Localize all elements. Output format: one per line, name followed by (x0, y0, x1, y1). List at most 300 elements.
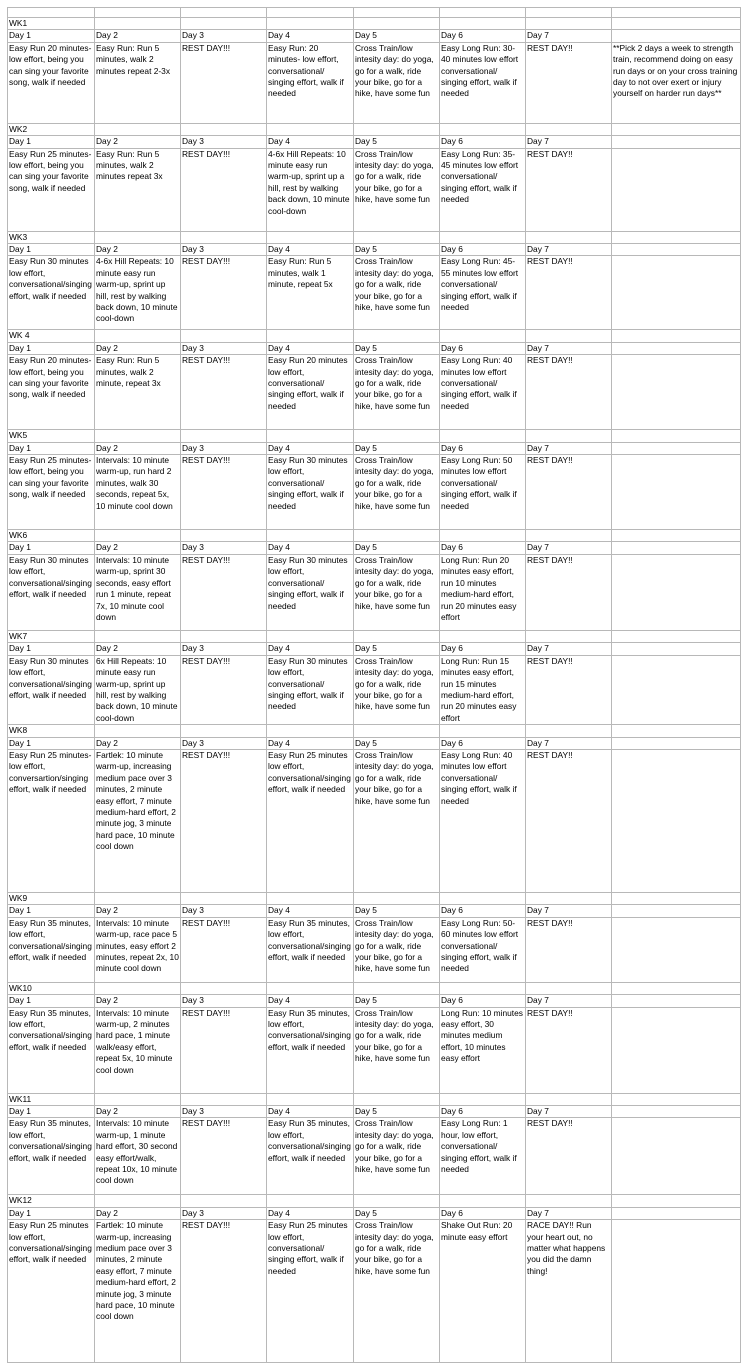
empty-cell[interactable] (526, 18, 612, 30)
empty-cell[interactable] (95, 630, 181, 642)
workout-cell[interactable]: Easy Run 25 minutes- low effort, conversartion/singing effort, walk if needed (8, 749, 95, 892)
empty-cell[interactable] (354, 231, 440, 243)
day-label[interactable]: Day 2 (95, 442, 181, 454)
workout-cell[interactable]: Cross Train/low intesity day: do yoga, go for a walk, ride your bike, go for a hike, have some fun (354, 355, 440, 430)
workout-cell[interactable]: REST DAY!! (526, 355, 612, 430)
empty-cell[interactable] (181, 330, 267, 342)
empty-cell[interactable] (95, 1093, 181, 1105)
workout-cell[interactable]: Intervals: 10 minute warm-up, 2 minutes hard pace, 1 minute walk/easy effort, repeat 5x, 10 minute cool down (95, 1007, 181, 1093)
empty-cell[interactable] (267, 430, 354, 442)
empty-cell[interactable] (181, 8, 267, 18)
empty-cell[interactable] (181, 892, 267, 904)
week-label[interactable]: WK5 (8, 430, 95, 442)
empty-cell[interactable] (440, 530, 526, 542)
week-label[interactable]: WK2 (8, 123, 95, 135)
empty-cell[interactable] (440, 1093, 526, 1105)
empty-cell[interactable] (181, 530, 267, 542)
day-label[interactable]: Day 5 (354, 737, 440, 749)
workout-cell[interactable]: REST DAY!!! (181, 655, 267, 724)
workout-cell[interactable]: Easy Run 35 minutes, low effort, conversational/singing effort, walk if needed (8, 1118, 95, 1195)
day-label[interactable]: Day 1 (8, 995, 95, 1007)
week-header-row (8, 123, 741, 135)
day-label[interactable]: Day 6 (440, 1105, 526, 1117)
week-label[interactable]: WK9 (8, 892, 95, 904)
day-label[interactable]: Day 5 (354, 1207, 440, 1219)
empty-cell[interactable] (612, 256, 741, 330)
day-label[interactable]: Day 3 (181, 442, 267, 454)
day-label[interactable]: Day 5 (354, 995, 440, 1007)
empty-cell[interactable] (95, 1195, 181, 1207)
workout-cell[interactable]: Long Run: Run 20 minutes easy effort, run 10 minutes medium-hard effort, run 20 minutes easy effort (440, 554, 526, 630)
empty-cell[interactable] (181, 1195, 267, 1207)
workout-cell[interactable]: Cross Train/low intesity day: do yoga, go for a walk, ride your bike, go for a hike, have some fun (354, 655, 440, 724)
workout-cell[interactable]: Cross Train/low intesity day: do yoga, go for a walk, ride your bike, go for a hike, have some fun (354, 554, 440, 630)
empty-cell[interactable] (612, 1007, 741, 1093)
workout-cell[interactable]: Cross Train/low intesity day: do yoga, go for a walk, ride your bike, go for a hike, have some fun (354, 1220, 440, 1363)
empty-cell[interactable] (267, 123, 354, 135)
empty-cell[interactable] (612, 643, 741, 655)
workout-cell[interactable]: REST DAY!!! (181, 455, 267, 530)
empty-cell[interactable] (612, 330, 741, 342)
workout-cell[interactable]: Shake Out Run: 20 minute easy effort (440, 1220, 526, 1363)
workout-cell[interactable]: REST DAY!!! (181, 355, 267, 430)
day-label[interactable]: Day 4 (267, 905, 354, 917)
workout-cell[interactable]: REST DAY!!! (181, 1007, 267, 1093)
empty-cell[interactable] (612, 244, 741, 256)
empty-cell[interactable] (612, 148, 741, 231)
week-label[interactable]: WK1 (8, 18, 95, 30)
workout-cell[interactable]: Easy Run 20 minutes low effort, conversational/ singing effort, walk if needed (267, 355, 354, 430)
empty-cell[interactable] (95, 982, 181, 994)
day-label[interactable]: Day 3 (181, 643, 267, 655)
day-label[interactable]: Day 5 (354, 136, 440, 148)
empty-cell[interactable] (526, 8, 612, 18)
empty-cell[interactable] (95, 892, 181, 904)
day-label[interactable]: Day 6 (440, 643, 526, 655)
workout-cell[interactable]: Easy Run 30 minutes low effort, conversational/ singing effort, walk if needed (267, 655, 354, 724)
workout-cell[interactable]: REST DAY!!! (181, 42, 267, 123)
day-label[interactable]: Day 6 (440, 542, 526, 554)
workout-cell[interactable]: Easy Long Run: 45-55 minutes low effort conversational/ singing effort, walk if needed (440, 256, 526, 330)
day-label[interactable]: Day 3 (181, 737, 267, 749)
workout-cell[interactable]: Cross Train/low intesity day: do yoga, go for a walk, ride your bike, go for a hike, have some fun (354, 1118, 440, 1195)
day-label[interactable]: Day 2 (95, 905, 181, 917)
workout-cell[interactable]: Easy Run 25 minutes low effort, conversational/singing effort, walk if needed (267, 749, 354, 892)
empty-cell[interactable] (612, 982, 741, 994)
day-label[interactable]: Day 7 (526, 136, 612, 148)
empty-cell[interactable] (181, 630, 267, 642)
empty-cell[interactable] (612, 355, 741, 430)
day-label[interactable]: Day 6 (440, 905, 526, 917)
empty-cell[interactable] (612, 1118, 741, 1195)
empty-cell[interactable] (440, 725, 526, 737)
workout-cell[interactable]: REST DAY!!! (181, 1220, 267, 1363)
empty-cell[interactable] (440, 8, 526, 18)
empty-cell[interactable] (526, 430, 612, 442)
day-label[interactable]: Day 7 (526, 542, 612, 554)
empty-cell[interactable] (95, 18, 181, 30)
day-label[interactable]: Day 7 (526, 342, 612, 354)
empty-cell[interactable] (267, 982, 354, 994)
workout-cell[interactable]: Fartlek: 10 minute warm-up, increasing medium pace over 3 minutes, 2 minute easy effort, 7 minute medium-hard effort, 2 minute jog, 3 minute hard pace, 10 minute cool down (95, 749, 181, 892)
workout-cell[interactable]: Intervals: 10 minute warm-up, run hard 2 minutes, walk 30 seconds, repeat 5x, 10 minute cool down (95, 455, 181, 530)
day-label[interactable]: Day 4 (267, 542, 354, 554)
empty-cell[interactable] (440, 18, 526, 30)
empty-cell[interactable] (612, 455, 741, 530)
workout-cell[interactable]: REST DAY!! (526, 917, 612, 982)
workout-cell[interactable]: Easy Run: Run 5 minutes, walk 2 minute, repeat 3x (95, 355, 181, 430)
day-label[interactable]: Day 2 (95, 244, 181, 256)
empty-cell[interactable] (354, 8, 440, 18)
workout-cell[interactable]: Easy Long Run: 40 minutes low effort conversational/ singing effort, walk if needed (440, 749, 526, 892)
empty-cell[interactable] (267, 330, 354, 342)
empty-cell[interactable] (612, 749, 741, 892)
empty-cell[interactable] (354, 725, 440, 737)
workout-cell[interactable]: REST DAY!!! (181, 917, 267, 982)
empty-cell[interactable] (8, 8, 95, 18)
day-label[interactable]: Day 7 (526, 244, 612, 256)
empty-cell[interactable] (612, 430, 741, 442)
day-label[interactable]: Day 7 (526, 737, 612, 749)
workout-cell[interactable]: Easy Run 35 minutes, low effort, conversational/singing effort, walk if needed (8, 917, 95, 982)
empty-cell[interactable] (440, 892, 526, 904)
day-label[interactable]: Day 4 (267, 244, 354, 256)
day-label[interactable]: Day 6 (440, 442, 526, 454)
empty-cell[interactable] (526, 123, 612, 135)
empty-cell[interactable] (612, 655, 741, 724)
day-label[interactable]: Day 7 (526, 30, 612, 42)
empty-cell[interactable] (354, 982, 440, 994)
day-label[interactable]: Day 5 (354, 244, 440, 256)
day-label[interactable]: Day 3 (181, 905, 267, 917)
day-label[interactable]: Day 6 (440, 244, 526, 256)
workout-cell[interactable]: REST DAY!!! (181, 148, 267, 231)
empty-cell[interactable] (181, 18, 267, 30)
workout-cell[interactable]: Easy Run 20 minutes- low effort, being you can sing your favorite song, walk if needed (8, 355, 95, 430)
day-label[interactable]: Day 1 (8, 442, 95, 454)
empty-cell[interactable] (440, 982, 526, 994)
empty-cell[interactable] (612, 630, 741, 642)
day-label[interactable]: Day 4 (267, 30, 354, 42)
day-label[interactable]: Day 3 (181, 1105, 267, 1117)
empty-cell[interactable] (440, 1195, 526, 1207)
empty-cell[interactable] (612, 136, 741, 148)
day-label[interactable]: Day 1 (8, 905, 95, 917)
empty-cell[interactable] (267, 18, 354, 30)
empty-cell[interactable] (354, 892, 440, 904)
workout-row (8, 148, 741, 231)
workout-cell[interactable]: Easy Run: 20 minutes- low effort, conversational/ singing effort, walk if needed (267, 42, 354, 123)
empty-cell[interactable] (612, 442, 741, 454)
workout-cell[interactable]: REST DAY!! (526, 554, 612, 630)
day-label[interactable]: Day 4 (267, 136, 354, 148)
empty-cell[interactable] (440, 330, 526, 342)
empty-cell[interactable] (181, 231, 267, 243)
empty-cell[interactable] (526, 892, 612, 904)
empty-cell[interactable] (612, 1093, 741, 1105)
workout-row (8, 455, 741, 530)
day-label[interactable]: Day 6 (440, 30, 526, 42)
workout-cell[interactable]: Cross Train/low intesity day: do yoga, go for a walk, ride your bike, go for a hike, have some fun (354, 455, 440, 530)
day-label[interactable]: Day 2 (95, 1105, 181, 1117)
workout-cell[interactable]: Easy Run 25 minutes low effort, conversational/singing effort, walk if needed (8, 1220, 95, 1363)
empty-cell[interactable] (95, 8, 181, 18)
week-label[interactable]: WK7 (8, 630, 95, 642)
empty-cell[interactable] (267, 892, 354, 904)
workout-cell[interactable]: Intervals: 10 minute warm-up, race pace 5 minutes, easy effort 2 minutes, repeat 2x, 10 minute cool down (95, 917, 181, 982)
workout-cell[interactable]: REST DAY!!! (181, 256, 267, 330)
day-label[interactable]: Day 5 (354, 905, 440, 917)
day-label[interactable]: Day 4 (267, 995, 354, 1007)
empty-cell[interactable] (267, 630, 354, 642)
empty-cell[interactable] (612, 30, 741, 42)
empty-cell[interactable] (354, 18, 440, 30)
workout-cell[interactable]: Easy Run 30 minutes low effort, conversational/singing effort, walk if needed (8, 554, 95, 630)
day-label[interactable]: Day 6 (440, 342, 526, 354)
workout-cell[interactable]: REST DAY!! (526, 655, 612, 724)
day-label[interactable]: Day 3 (181, 244, 267, 256)
empty-cell[interactable] (181, 123, 267, 135)
empty-cell[interactable] (267, 725, 354, 737)
day-label[interactable]: Day 1 (8, 136, 95, 148)
workout-cell[interactable]: Easy Run 35 minutes, low effort, conversational/singing effort, walk if needed (8, 1007, 95, 1093)
workout-cell[interactable]: 4-6x Hill Repeats: 10 minute easy run warm-up, sprint up hill, rest by walking back down, 10 minute cool-down (95, 256, 181, 330)
empty-cell[interactable] (526, 231, 612, 243)
empty-cell[interactable] (354, 430, 440, 442)
empty-cell[interactable] (612, 725, 741, 737)
empty-cell[interactable] (612, 18, 741, 30)
day-label[interactable]: Day 6 (440, 995, 526, 1007)
day-label[interactable]: Day 7 (526, 995, 612, 1007)
workout-cell[interactable]: Easy Long Run: 40 minutes low effort conversational/ singing effort, walk if needed (440, 355, 526, 430)
day-label-row (8, 1105, 741, 1117)
empty-cell[interactable] (526, 1093, 612, 1105)
workout-cell[interactable]: Easy Long Run: 35-45 minutes low effort conversational/ singing effort, walk if needed (440, 148, 526, 231)
workout-cell[interactable]: 4-6x Hill Repeats: 10 minute easy run warm-up, sprint up a hill, rest by walking back down, 10 minute cool-down (267, 148, 354, 231)
day-label[interactable]: Day 2 (95, 1207, 181, 1219)
empty-cell[interactable] (612, 995, 741, 1007)
workout-cell[interactable]: Easy Run 30 minutes low effort, conversational/ singing effort, walk if needed (267, 554, 354, 630)
empty-cell[interactable] (354, 123, 440, 135)
workout-cell[interactable]: REST DAY!! (526, 148, 612, 231)
workout-cell[interactable]: Long Run: 10 minutes easy effort, 30 minutes medium effort, 10 minutes easy effort (440, 1007, 526, 1093)
workout-cell[interactable]: Cross Train/low intesity day: do yoga, go for a walk, ride your bike, go for a hike, have some fun (354, 42, 440, 123)
day-label[interactable]: Day 4 (267, 442, 354, 454)
workout-cell[interactable]: Cross Train/low intesity day: do yoga, go for a walk, ride your bike, go for a hike, have some fun (354, 1007, 440, 1093)
workout-cell[interactable]: Easy Run 25 minutes low effort, conversational/ singing effort, walk if needed (267, 1220, 354, 1363)
workout-cell[interactable]: REST DAY!! (526, 455, 612, 530)
day-label[interactable]: Day 5 (354, 30, 440, 42)
week-label[interactable]: WK 4 (8, 330, 95, 342)
day-label[interactable]: Day 6 (440, 1207, 526, 1219)
empty-cell[interactable] (95, 530, 181, 542)
workout-cell[interactable]: REST DAY!! (526, 256, 612, 330)
empty-cell[interactable] (526, 1195, 612, 1207)
workout-cell[interactable]: REST DAY!!! (181, 1118, 267, 1195)
day-label[interactable]: Day 1 (8, 342, 95, 354)
workout-cell[interactable]: REST DAY!! (526, 1007, 612, 1093)
empty-cell[interactable] (612, 231, 741, 243)
day-label[interactable]: Day 7 (526, 1105, 612, 1117)
empty-cell[interactable] (181, 1093, 267, 1105)
day-label[interactable]: Day 1 (8, 1105, 95, 1117)
empty-cell[interactable] (612, 342, 741, 354)
week-label[interactable]: WK11 (8, 1093, 95, 1105)
workout-cell[interactable]: Intervals: 10 minute warm-up, sprint 30 seconds, easy effort run 1 minute, repeat 7x, 10 minute cool down (95, 554, 181, 630)
day-label[interactable]: Day 2 (95, 30, 181, 42)
day-label[interactable]: Day 2 (95, 737, 181, 749)
day-label[interactable]: Day 1 (8, 244, 95, 256)
empty-cell[interactable] (95, 725, 181, 737)
day-label[interactable]: Day 3 (181, 342, 267, 354)
workout-cell[interactable]: Fartlek: 10 minute warm-up, increasing medium pace over 3 minutes, 2 minute easy effort, 7 minute medium-hard effort, 2 minute jog, 3 minute hard pace, 10 minute cool down (95, 1220, 181, 1363)
day-label[interactable]: Day 1 (8, 542, 95, 554)
workout-cell[interactable]: Easy Run 30 minutes low effort, conversational/singing effort, walk if needed (8, 655, 95, 724)
workout-cell[interactable]: Easy Long Run: 50 minutes low effort conversational/ singing effort, walk if needed (440, 455, 526, 530)
day-label[interactable]: Day 5 (354, 542, 440, 554)
empty-cell[interactable] (612, 737, 741, 749)
empty-cell[interactable] (612, 8, 741, 18)
day-label[interactable]: Day 6 (440, 737, 526, 749)
day-label[interactable]: Day 4 (267, 1105, 354, 1117)
workout-cell[interactable]: Easy Long Run: 50-60 minutes low effort conversational/ singing effort, walk if needed (440, 917, 526, 982)
workout-cell[interactable]: Cross Train/low intesity day: do yoga, go for a walk, ride your bike, go for a hike, have some fun (354, 749, 440, 892)
empty-cell[interactable] (612, 1195, 741, 1207)
empty-cell[interactable] (526, 982, 612, 994)
empty-cell[interactable] (526, 330, 612, 342)
day-label[interactable]: Day 5 (354, 442, 440, 454)
empty-cell[interactable] (95, 123, 181, 135)
workout-cell[interactable]: REST DAY!! (526, 42, 612, 123)
workout-cell[interactable]: RACE DAY!! Run your heart out, no matter what happens you did the damn thing! (526, 1220, 612, 1363)
strength-note[interactable]: **Pick 2 days a week to strength train, recommend doing on easy run days or on your cross training day to not over exert or injury yourself on harder run days** (612, 42, 741, 123)
empty-cell[interactable] (440, 430, 526, 442)
workout-cell[interactable]: Easy Run: Run 5 minutes, walk 2 minutes repeat 2-3x (95, 42, 181, 123)
workout-cell[interactable]: Easy Run 30 minutes low effort, conversational/ singing effort, walk if needed (267, 455, 354, 530)
workout-cell[interactable]: Intervals: 10 minute warm-up, 1 minute hard effort, 30 second easy effort/walk, repeat 10x, 10 minute cool down (95, 1118, 181, 1195)
empty-cell[interactable] (354, 1093, 440, 1105)
empty-cell[interactable] (612, 892, 741, 904)
empty-cell[interactable] (612, 917, 741, 982)
empty-cell[interactable] (526, 725, 612, 737)
workout-cell[interactable]: REST DAY!! (526, 749, 612, 892)
day-label[interactable]: Day 3 (181, 136, 267, 148)
day-label[interactable]: Day 4 (267, 737, 354, 749)
workout-cell[interactable]: Cross Train/low intesity day: do yoga, go for a walk, ride your bike, go for a hike, have some fun (354, 148, 440, 231)
workout-cell[interactable]: Easy Run: Run 5 minutes, walk 2 minutes repeat 3x (95, 148, 181, 231)
empty-cell[interactable] (526, 530, 612, 542)
day-label[interactable]: Day 4 (267, 643, 354, 655)
day-label[interactable]: Day 6 (440, 136, 526, 148)
empty-cell[interactable] (612, 542, 741, 554)
workout-cell[interactable]: REST DAY!!! (181, 554, 267, 630)
workout-cell[interactable]: Easy Run 25 minutes- low effort, being you can sing your favorite song, walk if needed (8, 455, 95, 530)
empty-cell[interactable] (612, 905, 741, 917)
empty-cell[interactable] (95, 430, 181, 442)
empty-cell[interactable] (440, 123, 526, 135)
workout-cell[interactable]: Cross Train/low intesity day: do yoga, go for a walk, ride your bike, go for a hike, have some fun (354, 256, 440, 330)
workout-cell[interactable]: Easy Run 35 minutes, low effort, conversational/singing effort, walk if needed (267, 917, 354, 982)
empty-cell[interactable] (181, 982, 267, 994)
week-label[interactable]: WK10 (8, 982, 95, 994)
empty-cell[interactable] (95, 231, 181, 243)
workout-cell[interactable]: Long Run: Run 15 minutes easy effort, run 15 minutes medium-hard effort, run 20 minutes easy effort (440, 655, 526, 724)
day-label[interactable]: Day 2 (95, 342, 181, 354)
empty-cell[interactable] (181, 430, 267, 442)
workout-cell[interactable]: Cross Train/low intesity day: do yoga, go for a walk, ride your bike, go for a hike, have some fun (354, 917, 440, 982)
empty-cell[interactable] (612, 1207, 741, 1219)
empty-cell[interactable] (612, 1220, 741, 1363)
week-label[interactable]: WK8 (8, 725, 95, 737)
workout-cell[interactable]: Easy Run 25 minutes- low effort, being you can sing your favorite song, walk if needed (8, 148, 95, 231)
day-label[interactable]: Day 2 (95, 542, 181, 554)
empty-cell[interactable] (612, 530, 741, 542)
day-label[interactable]: Day 1 (8, 30, 95, 42)
day-label[interactable]: Day 2 (95, 995, 181, 1007)
day-label[interactable]: Day 4 (267, 1207, 354, 1219)
day-label[interactable]: Day 5 (354, 1105, 440, 1117)
empty-cell[interactable] (267, 8, 354, 18)
day-label[interactable]: Day 1 (8, 643, 95, 655)
day-label[interactable]: Day 3 (181, 1207, 267, 1219)
day-label[interactable]: Day 5 (354, 643, 440, 655)
workout-cell[interactable]: 6x Hill Repeats: 10 minute easy run warm-up, sprint up hill, rest by walking back down, 10 minute cool-down (95, 655, 181, 724)
day-label[interactable]: Day 3 (181, 542, 267, 554)
workout-cell[interactable]: Easy Run 30 minutes low effort, conversational/singing effort, walk if needed (8, 256, 95, 330)
empty-cell[interactable] (181, 725, 267, 737)
week-label[interactable]: WK12 (8, 1195, 95, 1207)
day-label[interactable]: Day 5 (354, 342, 440, 354)
workout-cell[interactable]: REST DAY!!! (181, 749, 267, 892)
workout-cell[interactable]: Easy Long Run: 30-40 minutes low effort conversational/ singing effort, walk if needed (440, 42, 526, 123)
empty-cell[interactable] (354, 630, 440, 642)
day-label[interactable]: Day 1 (8, 1207, 95, 1219)
empty-cell[interactable] (440, 630, 526, 642)
workout-cell[interactable]: Easy Long Run: 1 hour, low effort, conversational/ singing effort, walk if needed (440, 1118, 526, 1195)
workout-cell[interactable]: Easy Run: Run 5 minutes, walk 1 minute, repeat 5x (267, 256, 354, 330)
empty-cell[interactable] (612, 1105, 741, 1117)
day-label[interactable]: Day 3 (181, 30, 267, 42)
empty-cell[interactable] (526, 630, 612, 642)
empty-cell[interactable] (612, 554, 741, 630)
empty-cell[interactable] (354, 1195, 440, 1207)
week-label[interactable]: WK3 (8, 231, 95, 243)
day-label[interactable]: Day 7 (526, 442, 612, 454)
empty-cell[interactable] (440, 231, 526, 243)
workout-cell[interactable]: Easy Run 35 minutes, low effort, conversational/singing effort, walk if needed (267, 1118, 354, 1195)
workout-cell[interactable]: Easy Run 20 minutes- low effort, being you can sing your favorite song, walk if needed (8, 42, 95, 123)
day-label[interactable]: Day 7 (526, 1207, 612, 1219)
day-label[interactable]: Day 1 (8, 737, 95, 749)
empty-cell[interactable] (354, 330, 440, 342)
empty-cell[interactable] (95, 330, 181, 342)
day-label[interactable]: Day 4 (267, 342, 354, 354)
empty-cell[interactable] (267, 1093, 354, 1105)
empty-cell[interactable] (267, 530, 354, 542)
workout-cell[interactable]: Easy Run 35 minutes, low effort, conversational/singing effort, walk if needed (267, 1007, 354, 1093)
empty-cell[interactable] (267, 1195, 354, 1207)
day-label[interactable]: Day 2 (95, 643, 181, 655)
day-label[interactable]: Day 7 (526, 643, 612, 655)
day-label[interactable]: Day 7 (526, 905, 612, 917)
empty-cell[interactable] (612, 123, 741, 135)
empty-cell[interactable] (354, 530, 440, 542)
day-label[interactable]: Day 2 (95, 136, 181, 148)
empty-cell[interactable] (267, 231, 354, 243)
workout-cell[interactable]: REST DAY!! (526, 1118, 612, 1195)
week-label[interactable]: WK6 (8, 530, 95, 542)
day-label[interactable]: Day 3 (181, 995, 267, 1007)
